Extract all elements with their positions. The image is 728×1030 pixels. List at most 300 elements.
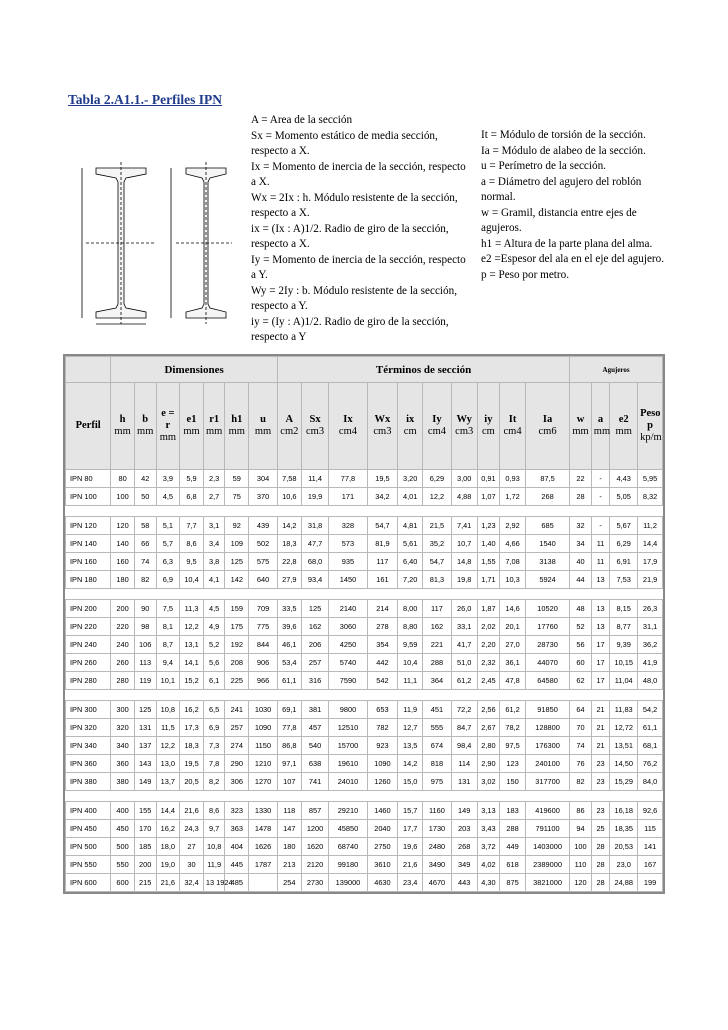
table-cell: 400 [111,802,135,820]
column-header [367,383,398,470]
table-cell: 791100 [525,820,569,838]
table-row [66,701,663,719]
page-title: Tabla 2.A1.1.- Perfiles IPN [68,92,222,107]
table-cell: 13,5 [398,737,423,755]
table-cell: 15700 [329,737,367,755]
table-cell: 26,3 [638,600,663,618]
table-cell: 214 [367,600,398,618]
table-cell: 11 [591,553,610,571]
table-cell: 41,9 [638,654,663,672]
table-cell: 10,4 [180,571,204,589]
table-cell: 225 [225,672,249,690]
table-cell: 160 [111,553,135,571]
table-cell: 142 [225,571,249,589]
table-cell: 8,1 [156,618,180,636]
table-cell: 32 [570,517,592,535]
table-row [66,672,663,690]
table-cell: 19610 [329,755,367,773]
table-cell: 215 [134,874,156,892]
table-cell: 1,71 [477,571,500,589]
table-cell: 3490 [423,856,452,874]
table-cell: 32,4 [180,874,204,892]
table-cell: 87,5 [525,470,569,488]
table-cell: 76 [570,755,592,773]
table-cell: 3,13 [477,802,500,820]
table-cell: 220 [111,618,135,636]
table-cell: 128800 [525,719,569,737]
table-cell: 149 [451,802,477,820]
table-cell: 56 [570,636,592,654]
table-cell: 180 [111,571,135,589]
table-cell: 80 [111,470,135,488]
column-header-unit: mm [254,426,272,437]
table-cell: 7,08 [500,553,526,571]
table-cell: 81,3 [423,571,452,589]
table-cell: 6,1 [203,672,225,690]
column-header-name: Sx [309,414,321,425]
table-cell: IPN 340 [66,737,111,755]
table-cell: 62 [570,672,592,690]
definition: a = Diámetro del agujero del roblón normal. [481,175,642,203]
definition: Iy = Momento de inercia de la sección, respecto a Y. [251,253,466,281]
table-cell: 21,6 [180,802,204,820]
table-cell: IPN 450 [66,820,111,838]
table-cell: 2480 [423,838,452,856]
table-cell: 125 [134,701,156,719]
definition: It = Módulo de torsión de la sección. [481,129,646,141]
table-cell: 28 [591,874,610,892]
table-cell: IPN 140 [66,535,111,553]
table-cell: 6,5 [203,701,225,719]
table-cell: 17 [591,654,610,672]
table-cell: 11,3 [180,600,204,618]
table-cell: 66 [134,535,156,553]
table-cell: 17760 [525,618,569,636]
table-cell: 18,3 [278,535,302,553]
table-cell: 28 [591,838,610,856]
column-header-name: e2 [618,414,629,425]
table-cell: 170 [134,820,156,838]
table-cell: 12,2 [423,488,452,506]
table-cell: 107 [278,773,302,791]
table-cell: 21,6 [156,874,180,892]
column-header-name: Perfil [75,420,101,431]
table-cell: 58 [134,517,156,535]
table-row [66,755,663,773]
table-cell: 240100 [525,755,569,773]
table-cell: 76,2 [638,755,663,773]
table-cell: 34 [570,535,592,553]
column-header-unit: cm2 [280,426,299,437]
table-cell: 86 [570,802,592,820]
definitions-left [251,113,473,346]
table-cell: 5,95 [638,470,663,488]
column-header [451,383,477,470]
column-header-name: Ia [542,414,553,425]
table-cell: 68,1 [638,737,663,755]
table-cell: 24,3 [180,820,204,838]
table-cell: 100 [111,488,135,506]
table-cell: 500 [111,838,135,856]
table-cell: 2,7 [203,488,225,506]
table-cell: 6,9 [156,571,180,589]
table-cell: 11,4 [301,470,329,488]
table-cell: 268 [451,838,477,856]
table-cell: IPN 240 [66,636,111,654]
table-cell: 3138 [525,553,569,571]
table-cell: 2,80 [477,737,500,755]
table-cell: 906 [249,654,278,672]
table-cell: 9,59 [398,636,423,654]
table-cell: 11,83 [610,701,638,719]
table-cell: 10,7 [451,535,477,553]
table-cell: 14,6 [500,600,526,618]
table-cell: 288 [423,654,452,672]
table-cell: 61,2 [451,672,477,690]
table-cell: 7590 [329,672,367,690]
table-cell: 2,90 [477,755,500,773]
table-cell: 75 [225,488,249,506]
table-cell: 131 [451,773,477,791]
table-cell: 1090 [249,719,278,737]
table-cell: 192 [225,636,249,654]
table-cell: 5,1 [156,517,180,535]
column-header-unit: mm [205,426,223,437]
column-header [278,383,302,470]
table-cell: 320 [111,719,135,737]
column-header-name: a [597,414,604,425]
table-cell: 4,01 [398,488,423,506]
table-cell: 323 [225,802,249,820]
table-cell: 23 [591,773,610,791]
table-cell: 15,29 [610,773,638,791]
column-header-unit: mm [228,426,245,437]
separator-cell [66,589,663,600]
table-cell: 4,81 [398,517,423,535]
table-cell: 1150 [249,737,278,755]
table-cell: 97,1 [278,755,302,773]
table-cell: 1090 [367,755,398,773]
table-cell: 1540 [525,535,569,553]
table-cell: IPN 220 [66,618,111,636]
table-cell: 17,7 [398,820,423,838]
column-header [180,383,204,470]
table-cell: 21,5 [423,517,452,535]
table-cell: 98,4 [451,737,477,755]
table-cell: 923 [367,737,398,755]
column-header-name: It [508,414,517,425]
table-cell: 364 [423,672,452,690]
table-cell: 200 [111,600,135,618]
table-cell: 25 [591,820,610,838]
table-cell: 8,15 [610,600,638,618]
table-cell: 5740 [329,654,367,672]
column-header-unit: kp/m [640,432,662,443]
table-row [66,654,663,672]
table-cell: 14,2 [398,755,423,773]
column-header-unit: cm6 [538,426,557,437]
table-cell: 304 [249,470,278,488]
table-cell: 11,5 [156,719,180,737]
table-row [66,856,663,874]
table-cell: 638 [301,755,329,773]
table-cell: 140 [111,535,135,553]
group-separator [66,506,663,517]
table-cell: 119 [134,672,156,690]
table-cell: IPN 400 [66,802,111,820]
table-cell: 268 [525,488,569,506]
table-cell: 4,88 [451,488,477,506]
table-cell: 162 [423,618,452,636]
definition: Wy = 2Iy : b. Módulo resistente de la sección, respecto a Y. [251,284,458,312]
table-cell: 575 [249,553,278,571]
column-header-name: b [142,414,149,425]
table-cell: 46,1 [278,636,302,654]
table-cell: 147 [278,820,302,838]
table-cell: 81,9 [367,535,398,553]
table-row [66,636,663,654]
column-header [570,383,592,470]
table-cell: 4,9 [203,618,225,636]
table-cell: 64580 [525,672,569,690]
column-header-unit: mm [593,426,611,437]
table-cell: 1787 [249,856,278,874]
column-header-unit: mm [615,426,632,437]
table-cell: 90 [134,600,156,618]
table-cell: 2040 [367,820,398,838]
table-cell: 300 [111,701,135,719]
table-cell: 8,2 [203,773,225,791]
table-cell: 42 [134,470,156,488]
table-cell: 100 [570,838,592,856]
separator-cell [66,690,663,701]
table-cell: 14,1 [180,654,204,672]
table-cell: 7,41 [451,517,477,535]
table-cell: 30 [180,856,204,874]
table-cell: 8,77 [610,618,638,636]
table-cell: 159 [225,600,249,618]
header-empty [66,357,111,383]
table-cell: 5,05 [610,488,638,506]
table-cell: 15,7 [398,802,423,820]
table-cell: 59 [225,470,249,488]
table-cell: 180 [278,838,302,856]
table-row [66,470,663,488]
table-cell: 10,15 [610,654,638,672]
table-cell: 457 [301,719,329,737]
table-cell: 27,9 [278,571,302,589]
table-cell: 19,9 [301,488,329,506]
column-header-name: u [260,414,266,425]
table-cell: 844 [249,636,278,654]
table-cell: 26,0 [451,600,477,618]
column-header [134,383,156,470]
table-cell: 8,7 [156,636,180,654]
column-header-unit: cm3 [306,426,325,437]
table-cell: IPN 360 [66,755,111,773]
table-cell: 131 [134,719,156,737]
table-cell: 13,7 [156,773,180,791]
table-cell: 21 [591,719,610,737]
table-cell: 15,2 [180,672,204,690]
column-header [500,383,526,470]
table-cell: 44070 [525,654,569,672]
table-cell: 4250 [329,636,367,654]
table-cell: 2,56 [477,701,500,719]
table-cell: 9800 [329,701,367,719]
column-header-name: ix [406,414,415,425]
table-cell: 12,7 [398,719,423,737]
column-header [156,383,180,470]
table-row [66,719,663,737]
table-cell: 709 [249,600,278,618]
table-cell: 8,32 [638,488,663,506]
definition: ix = (Ix : A)1/2. Radio de giro de la sección, respecto a X. [251,222,449,250]
column-header-name: r1 [209,414,220,425]
table-cell: 6,9 [203,719,225,737]
table-cell: 419600 [525,802,569,820]
table-cell: 449 [500,838,526,856]
table-cell: 22,8 [278,553,302,571]
table-cell: 41,7 [451,636,477,654]
table-cell: 7,53 [610,571,638,589]
table-cell: 4,1 [203,571,225,589]
table-cell: 16,2 [156,820,180,838]
table-cell: 24010 [329,773,367,791]
table-cell: 9,5 [180,553,204,571]
table-cell: - [591,488,610,506]
table-cell: 857 [301,802,329,820]
column-header-name: Peso p [640,408,661,431]
table-cell: 2750 [367,838,398,856]
definition: Sx = Momento estático de media sección, respecto a X. [251,129,438,157]
table-cell: 600 [111,874,135,892]
table-cell: 363 [225,820,249,838]
table-cell: 19,8 [451,571,477,589]
table-cell: 7,7 [180,517,204,535]
table-cell: 1626 [249,838,278,856]
table-cell: 19,5 [180,755,204,773]
table-cell: 1620 [301,838,329,856]
table-cell: 13 [591,618,610,636]
table-cell: 34,2 [367,488,398,506]
table-cell: 257 [301,654,329,672]
group-terminos: Términos de sección [278,357,570,383]
definition: Ia = Módulo de alabeo de la sección. [481,144,646,157]
table-cell: 91850 [525,701,569,719]
table-cell: 7,20 [398,571,423,589]
group-separator [66,791,663,802]
table-cell: 640 [249,571,278,589]
table-cell: 9,4 [156,654,180,672]
table-cell: 99180 [329,856,367,874]
table-cell: 5924 [525,571,569,589]
table-cell: 117 [367,553,398,571]
table-cell: 8,6 [180,535,204,553]
table-cell: 685 [525,517,569,535]
table-cell: 1210 [249,755,278,773]
table-cell: 9,39 [610,636,638,654]
table-cell: 70 [570,719,592,737]
table-cell: 28730 [525,636,569,654]
table-row [66,488,663,506]
table-cell: 14,2 [278,517,302,535]
table-cell: 274 [225,737,249,755]
table-cell: 7,5 [156,600,180,618]
column-header-unit: cm [481,426,495,437]
table-cell: 6,29 [610,535,638,553]
table-cell: 12,72 [610,719,638,737]
table-cell: 3060 [329,618,367,636]
table-cell: 5,2 [203,636,225,654]
table-cell: IPN 280 [66,672,111,690]
table-cell: 123 [500,755,526,773]
table-cell: 7,58 [278,470,302,488]
table-cell: 11,2 [638,517,663,535]
column-header [66,383,111,470]
table-cell: 3,9 [156,470,180,488]
table-cell: 176300 [525,737,569,755]
column-header-name: e1 [186,414,197,425]
table-cell: 370 [249,488,278,506]
definition: h1 = Altura de la parte plana del alma. [481,237,653,250]
table-cell: 29210 [329,802,367,820]
column-header-unit: cm4 [427,426,446,437]
definitions-right [481,128,671,283]
column-header [203,383,225,470]
table-cell: 966 [249,672,278,690]
table-cell: 9,7 [203,820,225,838]
table-cell: 36,1 [500,654,526,672]
table-cell: 94 [570,820,592,838]
table-body [66,470,663,892]
table-cell: 20,1 [500,618,526,636]
table-cell: 137 [134,737,156,755]
table-cell: 24,88 [610,874,638,892]
ipn-table [63,354,665,894]
table-cell: 254 [278,874,302,892]
table-cell: 106 [134,636,156,654]
table-cell: 5,7 [156,535,180,553]
table-cell: 875 [500,874,526,892]
table-cell: 23,0 [610,856,638,874]
table-cell: 19,0 [156,856,180,874]
table-cell: 47,8 [500,672,526,690]
table-cell: 443 [451,874,477,892]
column-header-row [66,383,663,470]
table-cell: 175 [225,618,249,636]
table-cell: 3,20 [398,470,423,488]
table-row [66,618,663,636]
table-cell: 27,0 [500,636,526,654]
table-cell: 28 [570,488,592,506]
table-row [66,535,663,553]
table-cell: 360 [111,755,135,773]
table-cell: 1730 [423,820,452,838]
column-header-unit: mm [183,426,200,437]
table-row [66,838,663,856]
table-cell: 18,0 [156,838,180,856]
column-header-name: Wx [374,414,391,425]
column-header [638,383,663,470]
table-cell: 14,4 [638,535,663,553]
table-cell: 86,8 [278,737,302,755]
table-cell: 167 [638,856,663,874]
table-cell: 288 [500,820,526,838]
table-cell: 340 [111,737,135,755]
table-row [66,773,663,791]
table-cell: 15,0 [398,773,423,791]
